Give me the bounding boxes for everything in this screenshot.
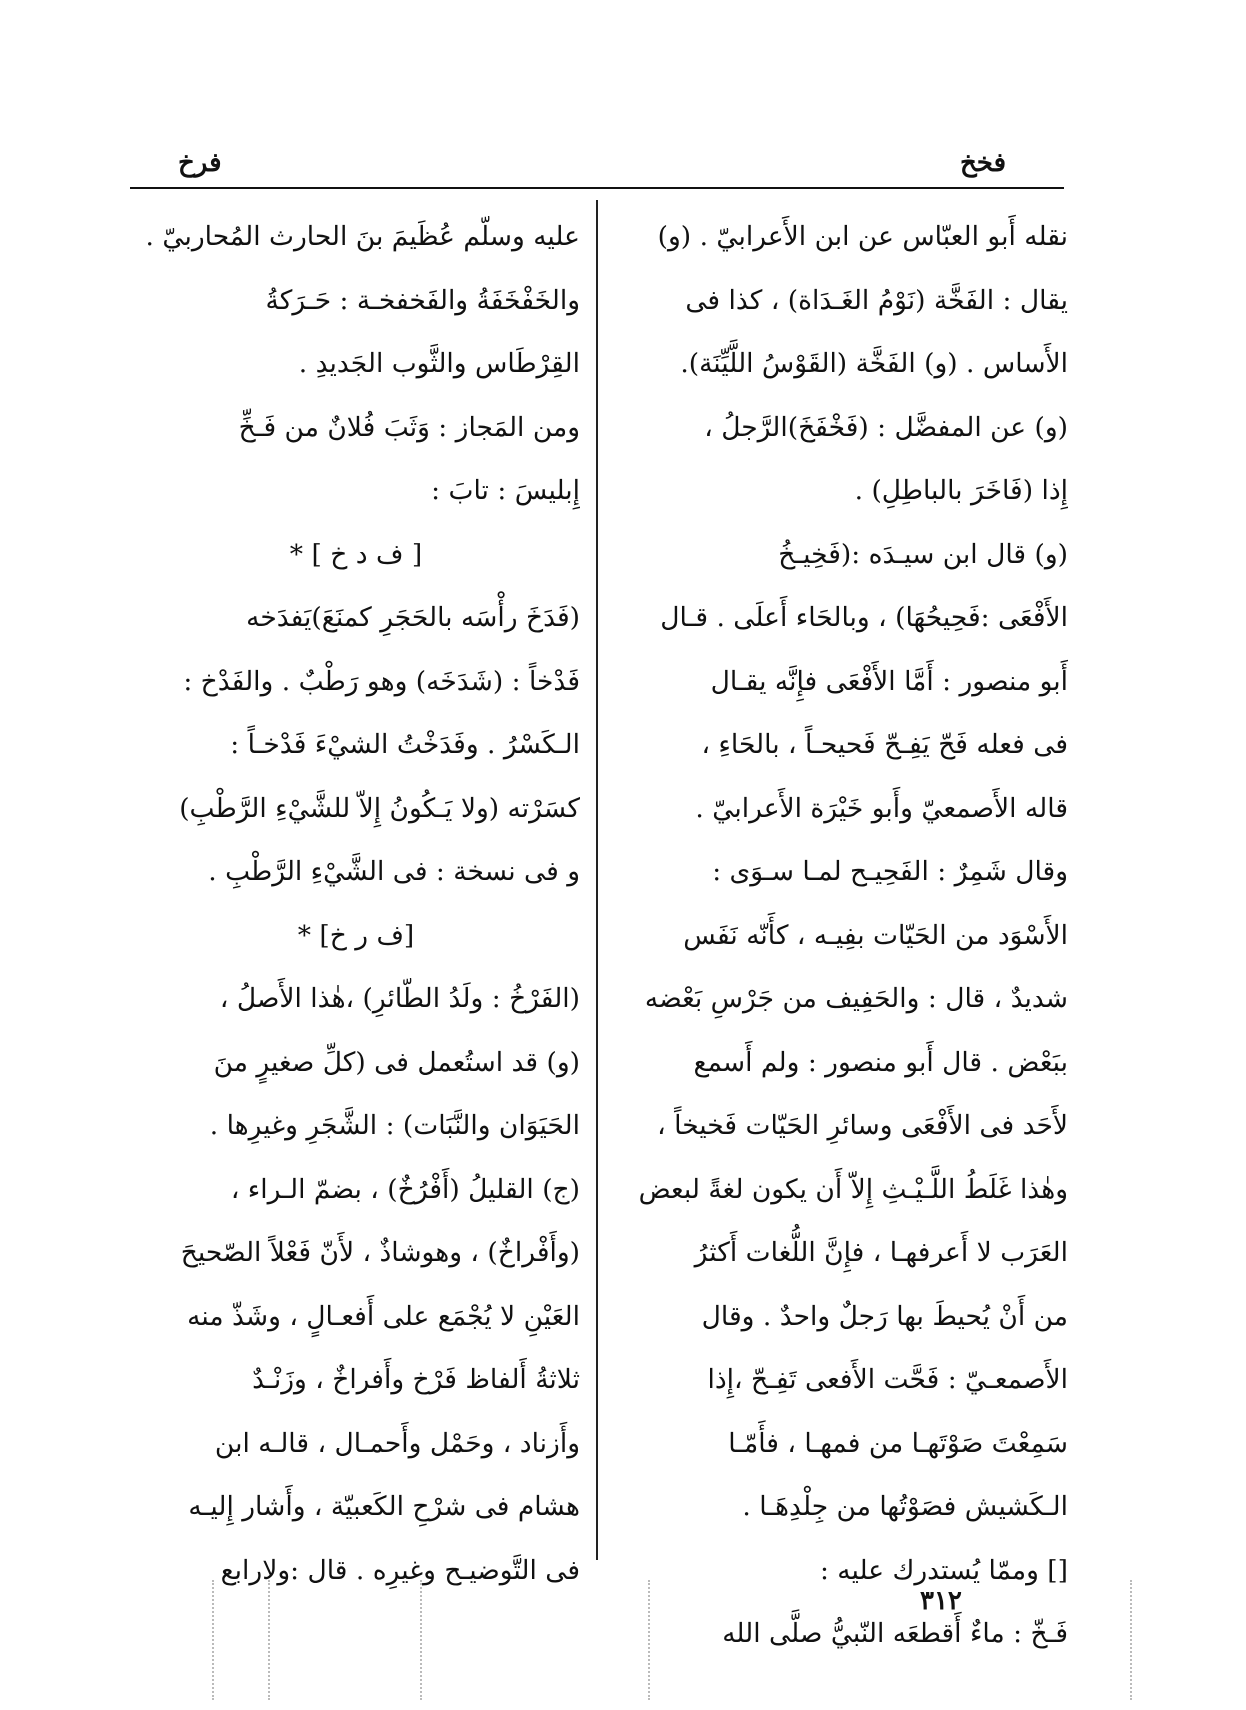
header-root-word-right: فخخ (960, 148, 1006, 178)
text-line: سَمِعْتَ صَوْتَهـا من فمهـا ، فأَمّـا (728, 1427, 1068, 1459)
scan-dotted-line (212, 1580, 214, 1700)
right-column (612, 205, 1068, 1666)
text-line: ثلاثةُ أَلفاظ فَرْخ وأَفراخٌ ، وزَنْـدٌ (252, 1364, 580, 1395)
text-line: القِرْطَاس والثَّوب الجَديدِ . (298, 348, 580, 379)
text-line: يقال : الفَخَّة (نَوْمُ الغَـدَاة) ، كذا فى (685, 284, 1068, 316)
text-line: فَدْخاً : (شَدَخَه) وهو رَطْبٌ . والفَدْخ : (183, 665, 580, 697)
text-line: إِذا (فَاخَرَ بالباطِلِ) . (854, 475, 1068, 506)
column-divider (596, 200, 598, 1560)
scan-dotted-line (268, 1580, 270, 1700)
text-line: العَيْنِ لا يُجْمَع على أَفعـالٍ ، وشَذّ منه (187, 1300, 580, 1332)
text-line: (ج) القليلُ (أَفْرُخٌ) ، بضمّ الـراء ، (230, 1173, 580, 1205)
text-line: (وأَفْراخٌ) ، وهوشاذٌ ، لأَنّ فَعْلاً الصّحيحَ (180, 1237, 580, 1268)
text-line: لأَحَد فى الأَفْعَى وسائرِ الحَيّات فَخيخاً ، (657, 1110, 1068, 1141)
text-line: الحَيَوَان والنَّبَات) : الشَّجَرِ وغيرِها . (209, 1110, 580, 1141)
header-root-word-left: فرخ (178, 148, 222, 178)
text-line: (و) عن المفضَّل : (فَخْفَخَ)الرَّجلُ ، (704, 411, 1068, 443)
text-line: وأَزناد ، وحَمْل وأَحمـال ، قالـه ابن (214, 1427, 580, 1459)
text-line: و فى نسخة : فى الشَّيْءِ الرَّطْبِ . (208, 856, 580, 887)
text-line: عليه وسلّم عُظَيمَ بنَ الحارث المُحاربيّ . (145, 221, 580, 252)
text-line: (و) قد استُعمل فى (كلِّ صغيرٍ منَ (213, 1046, 580, 1078)
entry-heading-fdkh: [ ف د خ ] * (289, 538, 423, 570)
text-line: (الفَرْخُ : ولَدُ الطّائرِ) ،هٰذا الأَصلُ ، (219, 983, 580, 1014)
text-line: (فَدَخَ رأْسَه بالحَجَرِ كمنَعَ)يَفدَخه (246, 602, 580, 633)
text-line: الأَفْعَى :فَحِيحُهَا) ، وبالحَاء أَعلَى . قـال (660, 602, 1068, 633)
text-line: أَبو منصور : أَمَّا الأَفْعَى فإِنَّه يقـال (710, 665, 1068, 697)
text-line: من أَنْ يُحيطَ بها رَجلٌ واحدٌ . وقال (701, 1300, 1068, 1332)
text-line: فى فعله فَحّ يَفِـحّ فَحيحـاً ، بالحَاءِ ، (701, 729, 1068, 760)
text-line: إِبليسَ : تابَ : (431, 475, 580, 506)
text-line: الأَصمعـيّ : فَحَّت الأَفعى تَفِـحّ ،إِذا (707, 1364, 1068, 1395)
scan-dotted-line (648, 1580, 650, 1700)
text-line: الأَساس . (و) الفَخَّة (القَوْسُ اللَّيِّنَة). (680, 348, 1068, 379)
text-line: [] وممّا يُستدرك عليه : (819, 1554, 1068, 1586)
text-line: ببَعْض . قال أَبو منصور : ولم أَسمع (693, 1046, 1068, 1078)
text-line: الـكَسْرُ . وفَدَخْتُ الشيْءَ فَدْخـاً : (230, 729, 580, 760)
text-line: الأَسْوَد من الحَيّات بفِيـه ، كأَنّه نَفَس (683, 919, 1068, 951)
text-line: نقله أَبو العبّاس عن ابن الأَعرابيّ . (و) (657, 221, 1068, 252)
text-line: فَـخّ : ماءٌ أَقطعَه النّبيُّ صلَّى الله (722, 1618, 1068, 1649)
left-column (132, 205, 580, 1602)
text-line: والخَفْخَفَةُ والفَخفخـة : حَـرَكةُ (265, 284, 580, 316)
page-number: ٣١٢ (920, 1586, 962, 1616)
text-line: العَرَب لا أَعرفهـا ، فإِنَّ اللُّغات أَكثرُ (694, 1237, 1068, 1268)
text-line: هشام فى شرْحِ الكَعبيّة ، وأَشار إِليـه (188, 1491, 580, 1522)
text-line: شديدٌ ، قال : والحَفِيف من جَرْسِ بَعْضه (644, 983, 1068, 1014)
scan-dotted-line (420, 1580, 422, 1700)
header-rule (130, 187, 1064, 189)
text-line: كسَرْته (ولا يَـكُونُ إِلاّ للشَّيْءِ الرَّطْبِ) (179, 792, 580, 824)
text-line: وقال شَمِرٌ : الفَحِيـح لمـا سـوَى : (712, 856, 1068, 887)
text-line: الـكَشيش فصَوْتُها من جِلْدِهَـا . (742, 1491, 1068, 1522)
text-line: قاله الأَصمعيّ وأَبو خَيْرَة الأَعرابيّ . (695, 792, 1068, 824)
text-line: ومن المَجاز : وَثَبَ فُلانٌ من فَـخِّ (238, 411, 580, 443)
entry-heading-frkh: [ف ر خ] * (297, 919, 415, 951)
scan-dotted-line (1130, 1580, 1132, 1700)
text-line: وهٰذا غَلَطُ اللَّـيْـثِ إِلاّ أَن يكون لغةً لبعض (638, 1173, 1068, 1205)
text-line: (و) قال ابن سيـدَه :(فَخِيـخُ (778, 538, 1068, 570)
text-line: فى التَّوضيـح وغيرِه . قال :ولارابع (220, 1554, 580, 1586)
